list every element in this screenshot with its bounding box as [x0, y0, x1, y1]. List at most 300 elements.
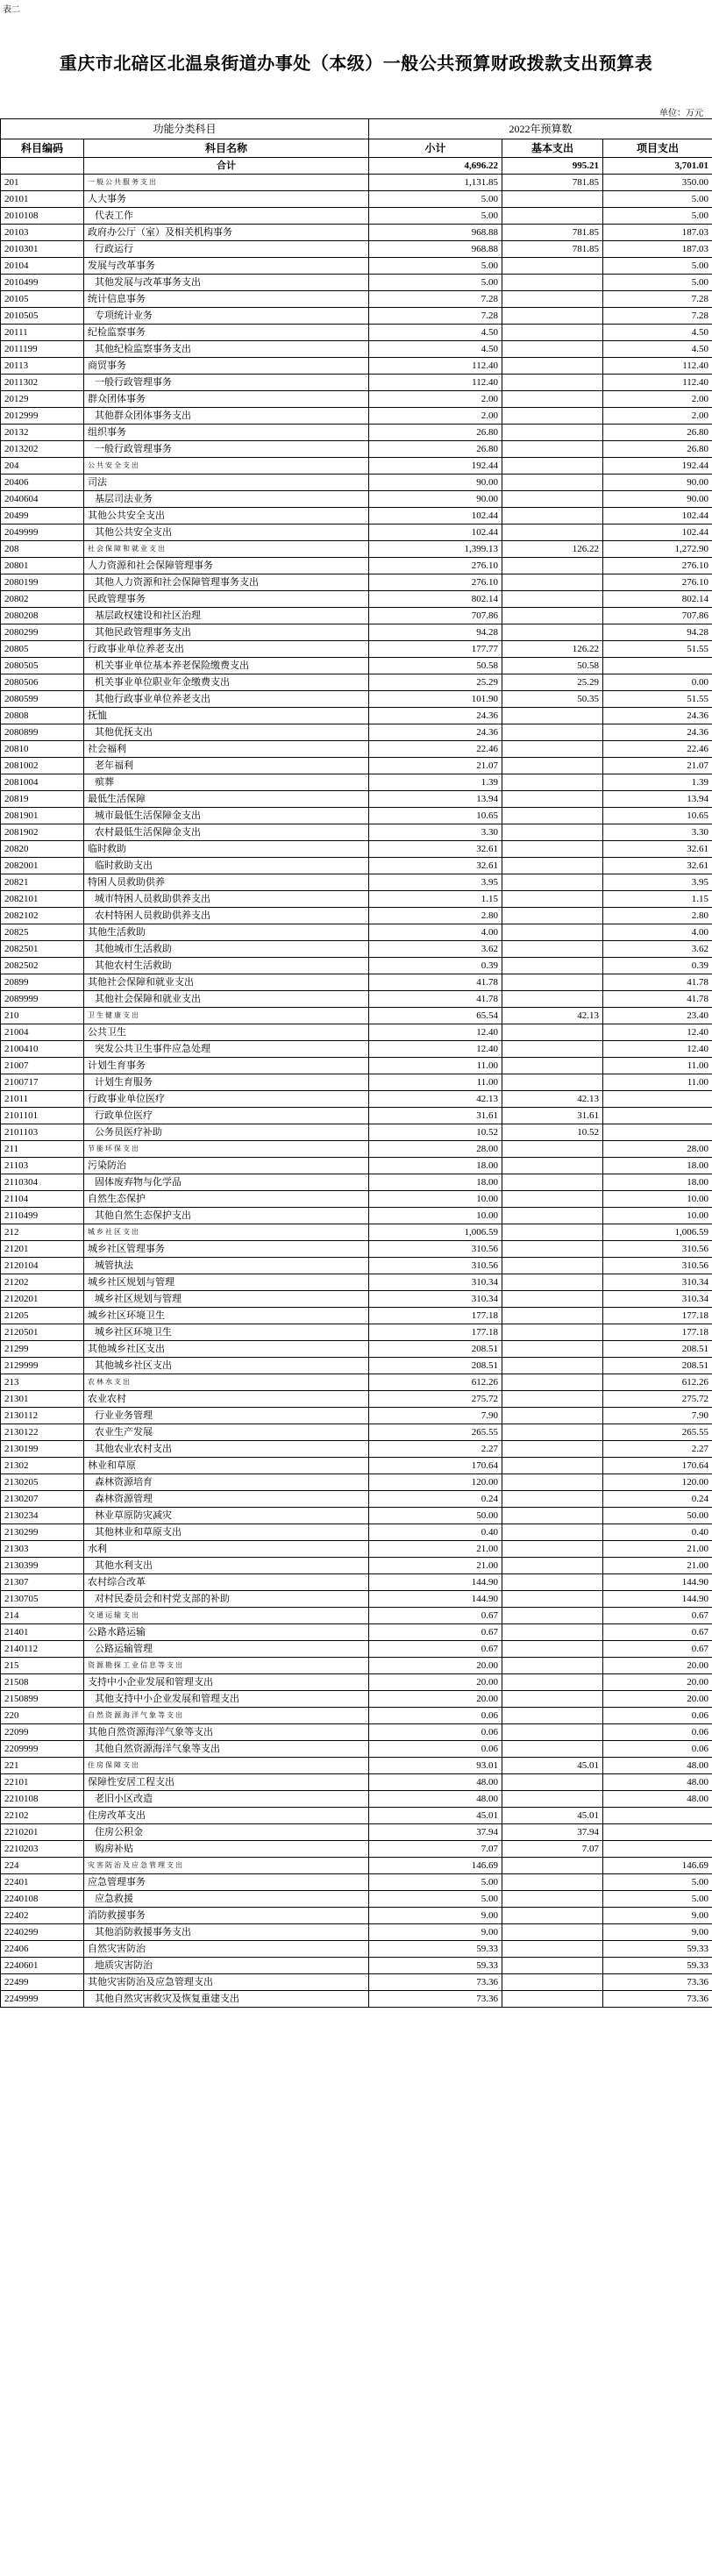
row-project: 3.95	[603, 874, 712, 891]
row-name: 卫生健康支出	[84, 1008, 369, 1024]
row-name: 城乡社区管理事务	[84, 1241, 369, 1258]
table-row	[1, 1341, 712, 1358]
row-name: 住房保障支出	[84, 1758, 369, 1774]
unit-label: 单位：万元	[659, 109, 703, 118]
row-subtotal: 310.56	[369, 1258, 502, 1274]
row-basic: 50.35	[502, 691, 603, 708]
row-subtotal: 2.00	[369, 408, 502, 425]
row-basic	[502, 325, 603, 341]
row-code: 2011199	[1, 341, 84, 358]
row-basic	[502, 1041, 603, 1058]
row-basic: 50.58	[502, 658, 603, 674]
row-name: 购房补贴	[84, 1841, 369, 1858]
table-row	[1, 1491, 712, 1508]
row-name: 其他人力资源和社会保障管理事务支出	[84, 574, 369, 591]
row-code: 2130205	[1, 1474, 84, 1491]
table-row	[1, 941, 712, 958]
row-code: 2080506	[1, 674, 84, 691]
row-code: 20899	[1, 974, 84, 991]
row-subtotal: 21.00	[369, 1541, 502, 1558]
row-basic	[502, 1791, 603, 1808]
table-row	[1, 1408, 712, 1424]
row-name: 林业和草原	[84, 1458, 369, 1474]
row-name: 节能环保支出	[84, 1141, 369, 1158]
row-subtotal: 41.78	[369, 974, 502, 991]
row-basic	[502, 591, 603, 608]
row-name: 其他城市生活救助	[84, 941, 369, 958]
row-name: 其他社会保障和就业支出	[84, 991, 369, 1008]
row-name: 污染防治	[84, 1158, 369, 1174]
row-code: 2210108	[1, 1791, 84, 1808]
table-row	[1, 1358, 712, 1374]
row-basic	[502, 891, 603, 908]
row-project	[603, 1091, 712, 1108]
row-name: 城市特困人员救助供养支出	[84, 891, 369, 908]
table-row	[1, 358, 712, 375]
row-subtotal: 265.55	[369, 1424, 502, 1441]
row-subtotal: 1,006.59	[369, 1224, 502, 1241]
row-basic	[502, 1891, 603, 1908]
header-basic: 基本支出	[502, 139, 603, 158]
row-code: 2081901	[1, 808, 84, 824]
row-subtotal: 73.36	[369, 1974, 502, 1991]
row-code: 2082001	[1, 858, 84, 874]
row-name: 基层司法业务	[84, 491, 369, 508]
row-project: 707.86	[603, 608, 712, 624]
row-name: 代表工作	[84, 208, 369, 225]
row-name: 人力资源和社会保障管理事务	[84, 558, 369, 574]
row-project: 50.00	[603, 1508, 712, 1524]
row-subtotal: 192.44	[369, 458, 502, 475]
row-basic	[502, 1658, 603, 1674]
table-row	[1, 658, 712, 674]
row-subtotal: 21.00	[369, 1558, 502, 1574]
row-basic	[502, 1308, 603, 1324]
row-code: 2209999	[1, 1741, 84, 1758]
row-code: 2101103	[1, 1124, 84, 1141]
row-subtotal: 1,399.13	[369, 541, 502, 558]
row-name: 专项统计业务	[84, 308, 369, 325]
row-project: 11.00	[603, 1058, 712, 1074]
table-row	[1, 1691, 712, 1708]
row-name: 城市最低生活保障金支出	[84, 808, 369, 824]
row-code: 2210203	[1, 1841, 84, 1858]
row-name: 农林水支出	[84, 1374, 369, 1391]
row-code: 2082101	[1, 891, 84, 908]
row-name: 计划生育事务	[84, 1058, 369, 1074]
row-subtotal: 26.80	[369, 441, 502, 458]
row-subtotal: 73.36	[369, 1991, 502, 2008]
row-basic	[502, 1691, 603, 1708]
row-basic	[502, 441, 603, 458]
row-basic: 781.85	[502, 241, 603, 258]
row-project: 51.55	[603, 641, 712, 658]
row-code: 21202	[1, 1274, 84, 1291]
budget-table	[0, 118, 712, 2008]
row-code: 21303	[1, 1541, 84, 1558]
row-basic	[502, 408, 603, 425]
row-subtotal: 45.01	[369, 1808, 502, 1824]
row-code: 21007	[1, 1058, 84, 1074]
row-name: 其他纪检监察事务支出	[84, 341, 369, 358]
row-project: 51.55	[603, 691, 712, 708]
row-project: 2.80	[603, 908, 712, 924]
table-row	[1, 1958, 712, 1974]
row-project: 0.24	[603, 1491, 712, 1508]
row-project: 20.00	[603, 1674, 712, 1691]
row-basic	[502, 1291, 603, 1308]
table-row	[1, 1041, 712, 1058]
row-project	[603, 1841, 712, 1858]
table-row	[1, 508, 712, 524]
table-row	[1, 1174, 712, 1191]
row-project: 9.00	[603, 1924, 712, 1941]
row-name: 农村综合改革	[84, 1574, 369, 1591]
row-basic	[502, 858, 603, 874]
row-subtotal: 9.00	[369, 1924, 502, 1941]
row-name: 抚恤	[84, 708, 369, 724]
row-basic	[502, 741, 603, 758]
row-name: 其他公共安全支出	[84, 508, 369, 524]
row-project: 276.10	[603, 558, 712, 574]
row-name: 公路运输管理	[84, 1641, 369, 1658]
row-code: 20132	[1, 425, 84, 441]
table-row	[1, 1874, 712, 1891]
row-name: 农村最低生活保障金支出	[84, 824, 369, 841]
row-basic: 31.61	[502, 1108, 603, 1124]
row-project: 24.36	[603, 724, 712, 741]
table-row	[1, 574, 712, 591]
row-name: 机关事业单位职业年金缴费支出	[84, 674, 369, 691]
row-code: 2120104	[1, 1258, 84, 1274]
table-row	[1, 1708, 712, 1724]
row-project: 10.65	[603, 808, 712, 824]
row-code: 2240108	[1, 1891, 84, 1908]
row-code: 20820	[1, 841, 84, 858]
table-row	[1, 1824, 712, 1841]
row-name: 机关事业单位基本养老保险缴费支出	[84, 658, 369, 674]
table-row	[1, 758, 712, 774]
row-project: 112.40	[603, 358, 712, 375]
row-name: 其他社会保障和就业支出	[84, 974, 369, 991]
row-basic	[502, 1941, 603, 1958]
row-project: 310.34	[603, 1274, 712, 1291]
row-name: 临时救助	[84, 841, 369, 858]
row-basic	[502, 1708, 603, 1724]
row-subtotal: 2.27	[369, 1441, 502, 1458]
row-code: 21307	[1, 1574, 84, 1591]
row-name: 自然灾害防治	[84, 1941, 369, 1958]
row-code: 2080505	[1, 658, 84, 674]
row-name: 自然资源海洋气象等支出	[84, 1708, 369, 1724]
row-basic	[502, 1441, 603, 1458]
table-row	[1, 1658, 712, 1674]
table-row	[1, 475, 712, 491]
row-code: 210	[1, 1008, 84, 1024]
table-row	[1, 1474, 712, 1491]
row-subtotal: 310.56	[369, 1241, 502, 1258]
row-name: 司法	[84, 475, 369, 491]
row-name: 固体废弃物与化学品	[84, 1174, 369, 1191]
table-row	[1, 841, 712, 858]
row-name: 公共安全支出	[84, 458, 369, 475]
row-name: 临时救助支出	[84, 858, 369, 874]
row-project: 0.39	[603, 958, 712, 974]
row-basic	[502, 1258, 603, 1274]
row-subtotal: 0.67	[369, 1624, 502, 1641]
row-subtotal: 3.30	[369, 824, 502, 841]
table-row	[1, 191, 712, 208]
row-project: 21.07	[603, 758, 712, 774]
table-row	[1, 1024, 712, 1041]
row-subtotal: 94.28	[369, 624, 502, 641]
table-row	[1, 1191, 712, 1208]
row-basic	[502, 1641, 603, 1658]
row-basic	[502, 1341, 603, 1358]
row-basic	[502, 874, 603, 891]
row-subtotal: 11.00	[369, 1058, 502, 1074]
table-row	[1, 1424, 712, 1441]
row-code: 204	[1, 458, 84, 475]
row-name: 交通运输支出	[84, 1608, 369, 1624]
row-basic	[502, 941, 603, 958]
row-code: 2101101	[1, 1108, 84, 1124]
row-basic	[502, 358, 603, 375]
row-subtotal: 10.00	[369, 1208, 502, 1224]
table-row	[1, 858, 712, 874]
row-code: 21299	[1, 1341, 84, 1358]
row-subtotal: 3.95	[369, 874, 502, 891]
row-name: 民政管理事务	[84, 591, 369, 608]
row-code: 2080599	[1, 691, 84, 708]
row-name: 统计信息事务	[84, 291, 369, 308]
row-project: 3.30	[603, 824, 712, 841]
row-code: 2150899	[1, 1691, 84, 1708]
row-basic	[502, 1024, 603, 1041]
row-subtotal: 65.54	[369, 1008, 502, 1024]
row-code: 2120201	[1, 1291, 84, 1308]
row-code: 2100410	[1, 1041, 84, 1058]
row-subtotal: 20.00	[369, 1691, 502, 1708]
row-basic	[502, 991, 603, 1008]
header-functional-classification: 功能分类科目	[1, 119, 369, 139]
row-basic	[502, 258, 603, 275]
table-row	[1, 1391, 712, 1408]
row-name: 水利	[84, 1541, 369, 1558]
row-code: 212	[1, 1224, 84, 1241]
table-row	[1, 208, 712, 225]
row-basic	[502, 391, 603, 408]
table-row	[1, 974, 712, 991]
row-subtotal: 59.33	[369, 1958, 502, 1974]
row-basic: 7.07	[502, 1841, 603, 1858]
row-subtotal: 208.51	[369, 1358, 502, 1374]
row-subtotal: 5.00	[369, 208, 502, 225]
row-name: 农业生产发展	[84, 1424, 369, 1441]
row-code: 22102	[1, 1808, 84, 1824]
total-subtotal: 4,696.22	[369, 158, 502, 175]
row-project: 5.00	[603, 1891, 712, 1908]
table-row	[1, 1924, 712, 1941]
row-name: 应急管理事务	[84, 1874, 369, 1891]
row-project	[603, 1124, 712, 1141]
row-name: 森林资源培育	[84, 1474, 369, 1491]
row-code: 2010301	[1, 241, 84, 258]
table-row	[1, 908, 712, 924]
row-project: 12.40	[603, 1024, 712, 1041]
table-row	[1, 458, 712, 475]
table-row	[1, 1224, 712, 1241]
row-code: 22406	[1, 1941, 84, 1958]
table-row	[1, 624, 712, 641]
row-name: 组织事务	[84, 425, 369, 441]
table-row	[1, 325, 712, 341]
row-code: 2080199	[1, 574, 84, 591]
header-code: 科目编码	[1, 139, 84, 158]
row-basic	[502, 1458, 603, 1474]
header-budget-year: 2022年预算数	[369, 119, 712, 139]
row-basic	[502, 308, 603, 325]
row-project: 18.00	[603, 1174, 712, 1191]
row-name: 突发公共卫生事件应急处理	[84, 1041, 369, 1058]
row-code: 22402	[1, 1908, 84, 1924]
row-name: 农业农村	[84, 1391, 369, 1408]
table-row	[1, 724, 712, 741]
table-row	[1, 1641, 712, 1658]
row-subtotal: 0.39	[369, 958, 502, 974]
row-basic	[502, 724, 603, 741]
header-subtotal: 小计	[369, 139, 502, 158]
row-code: 221	[1, 1758, 84, 1774]
table-row	[1, 1808, 712, 1824]
row-code: 20821	[1, 874, 84, 891]
table-row	[1, 1974, 712, 1991]
row-subtotal: 18.00	[369, 1158, 502, 1174]
row-project: 59.33	[603, 1941, 712, 1958]
row-name: 其他群众团体事务支出	[84, 408, 369, 425]
row-name: 公路水路运输	[84, 1624, 369, 1641]
row-name: 纪检监察事务	[84, 325, 369, 341]
table-row	[1, 1674, 712, 1691]
row-subtotal: 26.80	[369, 425, 502, 441]
row-code: 215	[1, 1658, 84, 1674]
row-basic	[502, 758, 603, 774]
row-code: 20129	[1, 391, 84, 408]
table-row	[1, 1774, 712, 1791]
row-code: 20802	[1, 591, 84, 608]
row-project	[603, 1808, 712, 1824]
row-basic: 25.29	[502, 674, 603, 691]
row-project: 10.00	[603, 1208, 712, 1224]
row-name: 住房改革支出	[84, 1808, 369, 1824]
row-basic	[502, 341, 603, 358]
row-basic	[502, 841, 603, 858]
table-row	[1, 1941, 712, 1958]
row-project: 94.28	[603, 624, 712, 641]
row-subtotal: 0.24	[369, 1491, 502, 1508]
row-code: 2130122	[1, 1424, 84, 1441]
table-row	[1, 1574, 712, 1591]
row-subtotal: 968.88	[369, 241, 502, 258]
row-subtotal: 10.65	[369, 808, 502, 824]
row-name: 殡葬	[84, 774, 369, 791]
row-project: 1.39	[603, 774, 712, 791]
row-project: 144.90	[603, 1574, 712, 1591]
row-name: 其他公共安全支出	[84, 524, 369, 541]
row-code: 2012999	[1, 408, 84, 425]
row-basic	[502, 791, 603, 808]
row-basic	[502, 1174, 603, 1191]
row-subtotal: 41.78	[369, 991, 502, 1008]
row-name: 城乡社区规划与管理	[84, 1274, 369, 1291]
table-row	[1, 1291, 712, 1308]
row-project: 26.80	[603, 441, 712, 458]
row-project: 5.00	[603, 208, 712, 225]
row-code: 21201	[1, 1241, 84, 1258]
row-code: 21302	[1, 1458, 84, 1474]
row-subtotal: 93.01	[369, 1758, 502, 1774]
row-basic	[502, 1074, 603, 1091]
row-basic	[502, 508, 603, 524]
table-row	[1, 1741, 712, 1758]
table-row	[1, 674, 712, 691]
row-code: 21004	[1, 1024, 84, 1041]
row-subtotal: 21.07	[369, 758, 502, 774]
row-project: 90.00	[603, 475, 712, 491]
row-code: 2130199	[1, 1441, 84, 1458]
row-subtotal: 24.36	[369, 724, 502, 741]
row-project: 170.64	[603, 1458, 712, 1474]
table-row	[1, 1124, 712, 1141]
row-subtotal: 90.00	[369, 491, 502, 508]
table-row	[1, 258, 712, 275]
row-name: 一般行政管理事务	[84, 375, 369, 391]
row-code: 2082501	[1, 941, 84, 958]
row-code: 21508	[1, 1674, 84, 1691]
row-basic	[502, 1208, 603, 1224]
table-row	[1, 1558, 712, 1574]
row-code: 2110304	[1, 1174, 84, 1191]
row-code: 2080299	[1, 624, 84, 641]
row-subtotal: 50.58	[369, 658, 502, 674]
row-basic	[502, 1591, 603, 1608]
row-subtotal: 12.40	[369, 1041, 502, 1058]
row-subtotal: 20.00	[369, 1674, 502, 1691]
row-code: 2040604	[1, 491, 84, 508]
row-basic	[502, 1674, 603, 1691]
table-row	[1, 874, 712, 891]
row-name: 行政事业单位养老支出	[84, 641, 369, 658]
row-code: 211	[1, 1141, 84, 1158]
row-basic	[502, 1491, 603, 1508]
table-row	[1, 1274, 712, 1291]
row-basic	[502, 475, 603, 491]
row-project: 7.90	[603, 1408, 712, 1424]
row-subtotal: 4.50	[369, 325, 502, 341]
row-basic: 10.52	[502, 1124, 603, 1141]
row-code: 21104	[1, 1191, 84, 1208]
table-row	[1, 308, 712, 325]
table-row	[1, 708, 712, 724]
row-code: 2100717	[1, 1074, 84, 1091]
row-project: 3.62	[603, 941, 712, 958]
row-subtotal: 7.07	[369, 1841, 502, 1858]
row-subtotal: 42.13	[369, 1091, 502, 1108]
total-label: 合计	[84, 158, 369, 175]
row-project: 21.00	[603, 1558, 712, 1574]
row-project: 612.26	[603, 1374, 712, 1391]
row-basic	[502, 1974, 603, 1991]
